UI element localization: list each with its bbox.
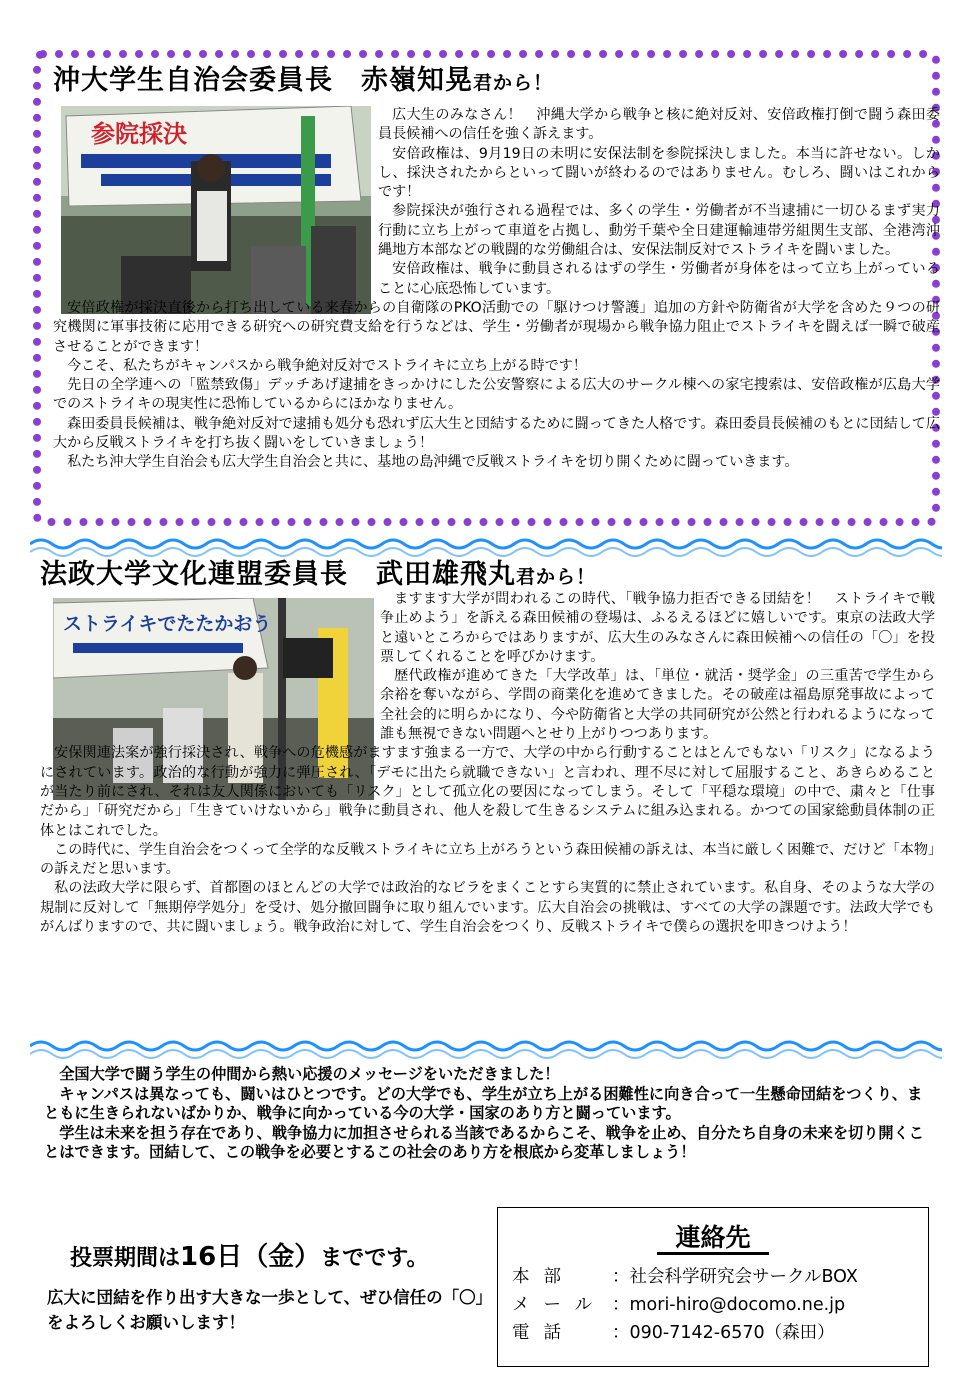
contact-value: ：社会科学研究会サークルBOX	[612, 1267, 858, 1287]
okidai-paragraph: 広大生のみなさん！ 沖縄大学から戦争と核に絶対反対、安倍政権打倒で闘う森田委員長候補への信任を強く訴えます。	[378, 107, 940, 143]
okidai-body	[53, 106, 940, 473]
hosei-heading-suffix: 君から！	[516, 566, 597, 588]
voting-period-suffix: までです。	[320, 1246, 429, 1271]
okidai-paragraph: 参院採決が強行される過程では、多くの学生・労働者が不当逮捕に一切ひるまず実力行動に立ち上がって車道を占拠し、動労千葉や全日建運輸連帯労組関生支部、全港湾沖縄地方本部などの戦闘的な労働組合は、安保法制反対でストライキを闘いました。	[378, 203, 940, 259]
contact-title-text: 連絡先	[657, 1223, 768, 1255]
voting-period	[70, 1236, 428, 1273]
contact-title	[498, 1218, 928, 1254]
wave-divider-top	[30, 536, 942, 558]
okidai-heading-suffix: 君から！	[473, 72, 554, 94]
okidai-paragraph: 私たち沖大学生自治会も広大学生自治会と共に、基地の島沖縄で反戦ストライキを切り開くために闘っていきます。	[67, 454, 799, 471]
okidai-paragraph: 今こそ、私たちがキャンパスから戦争絶対反対でストライキに立ち上がる時です！	[67, 357, 587, 374]
hosei-paragraph: 歴代政権が進めてきた「大学改革」は、「単位・就活・奨学金」の三重苦で学生から余裕を奪いながら、学問の商業化を進めてきました。その破産は福島原発事故によって全社会的に明らかになり、今や防衛省と大学の共同研究が公然と行われるようになって誰も無視できない問題へとせり上がりつつあります。	[380, 668, 935, 743]
voting-period-date: 16日（金）	[180, 1242, 321, 1272]
hosei-message	[40, 559, 935, 936]
summary-paragraph: 学生は未来を担う存在であり、戦争協力に加担させられる当該であるからこそ、戦争を止め、自分たち自身の未来を切り開くことはできます。団結して、この戦争を必要とするこの社会のあり方を根底から変革しましょう！	[44, 1123, 924, 1161]
closing-appeal: 広大に団結を作り出す大きな一歩として、ぜひ信任の「〇」をよろしくお願いします！	[47, 1288, 493, 1332]
contact-label: メール	[512, 1295, 607, 1315]
summary-paragraph: 全国大学で闘う学生の仲間から熱い応援のメッセージをいただきました！	[59, 1065, 560, 1083]
contact-box	[497, 1207, 929, 1367]
okidai-message-box	[33, 50, 940, 526]
okidai-heading	[53, 66, 922, 98]
summary-paragraph: キャンパスは異なっても、闘いはひとつです。どの大学でも、学生が立ち上がる困難性に向き合って一生懸命団結をつくり、まともに生きられないばかりか、戦争に向かっている今の大学・国家のあり方と闘っています。	[44, 1084, 923, 1122]
hosei-paragraph: この時代に、学生自治会をつくって全学的な反戦ストライキに立ち上がろうという森田候補の訴えは、本当に厳しく困難で、だけど「本物」の訴えだと思います。	[40, 841, 935, 878]
contact-row-office	[512, 1263, 858, 1288]
contact-label: 電話	[512, 1323, 575, 1343]
contact-row-phone	[512, 1319, 835, 1344]
wave-divider-bottom	[30, 1038, 942, 1060]
hosei-paragraph: ますます大学が問われるこの時代、「戦争協力拒否できる団結を！ ストライキで戦争止めよう」を訴える森田候補の登場は、ふるえるほどに嬉しいです。東京の法政大学と遠いところからではありますが、広大生のみなさんに森田候補への信任の「〇」を投票してくれることを呼びかけます。	[380, 591, 935, 665]
contact-email-link[interactable]: ：mori-hiro@docomo.ne.jp	[612, 1295, 846, 1315]
contact-label: 本部	[512, 1267, 575, 1287]
okidai-paragraph: 安倍政権は、戦争に動員されるはずの学生・労働者が身体をはって立ち上がっていることに心底恐怖しています。	[378, 261, 940, 297]
voting-period-prefix: 投票期間は	[70, 1246, 181, 1271]
okidai-paragraph: 先日の全学連への「監禁致傷」デッチあげ逮捕をきっかけにした公安警察による広大のサークル棟への家宅捜索は、安倍政権が広島大学でのストライキの現実性に恐怖しているからにほかなりません。	[53, 377, 940, 413]
okidai-paragraph: 安倍政権は、9月19日の未明に安保法制を参院採決しました。本当に許せない。しかし、採決されたからといって闘いが終わるのではありません。むしろ、闘いはこれからです！	[378, 145, 940, 201]
contact-row-email	[512, 1291, 845, 1316]
contact-phone[interactable]: ：090-7142-6570（森田）	[612, 1323, 835, 1343]
hosei-heading	[40, 560, 935, 592]
okidai-paragraph: 森田委員長候補は、戦争絶対反対で逮捕も処分も恐れず広大生と団結するために闘ってきた人格です。森田委員長候補のもとに団結して広大から反戦ストライキを打ち抜く闘いをしていきましょう！	[53, 415, 940, 452]
hosei-paragraph: 私の法政大学に限らず、首都圏のほとんどの大学では政治的なビラをまくことすら実質的に禁止されています。私自身、そのような大学の規制に反対して「無期停学処分」を受け、処分撤回闘争に取り組んでいます。広大自治会の挑戦は、すべての大学の課題です。法政大学でもがんばりますので、共に闘いましょう。戦争政治に対して、学生自治会をつくり、反戦ストライキで僕らの選択を叩きつけよう！	[40, 880, 935, 936]
okidai-heading-name: 沖大学生自治会委員長 赤嶺知晃	[53, 65, 473, 96]
summary-message	[44, 1065, 929, 1163]
okidai-banner-text: 参院採決	[91, 120, 187, 148]
hosei-heading-name: 法政大学文化連盟委員長 武田雄飛丸	[40, 559, 516, 590]
okidai-paragraph: 安倍政権が採決直後から打ち出している来春からの自衛隊のPKO活動での「駆けつけ警護」追加の方針や防衛省が大学を含めた９つの研究機関に軍事技術に応用できる研究への研究費支給を行うなどは、学生・労働者が現場から戦争協力阻止でストライキを闘えば一瞬で破産させることができます！	[53, 299, 940, 355]
hosei-banner-text: ストライキでたたかおう	[63, 613, 272, 635]
hosei-body	[40, 590, 935, 937]
hosei-paragraph: 安保関連法案が強行採決され、戦争への危機感がますます強まる一方で、大学の中から行動することはとんでもない「リスク」になるようにされています。政治的な行動が強力に弾圧され、「デモに出たら就職できない」と言われ、理不尽に対して屈服すること、あきらめることが当たり前にされ、それは友人関係においても「リスク」として孤立化の要因になってしまう。そして「平穏な環境」の中で、粛々と「仕事だから」「研究だから」「生きていけないから」戦争に動員され、他人を殺して生きるシステムに組み込まれる。かつての国家総動員体制の正体とはこれでした。	[40, 745, 935, 839]
